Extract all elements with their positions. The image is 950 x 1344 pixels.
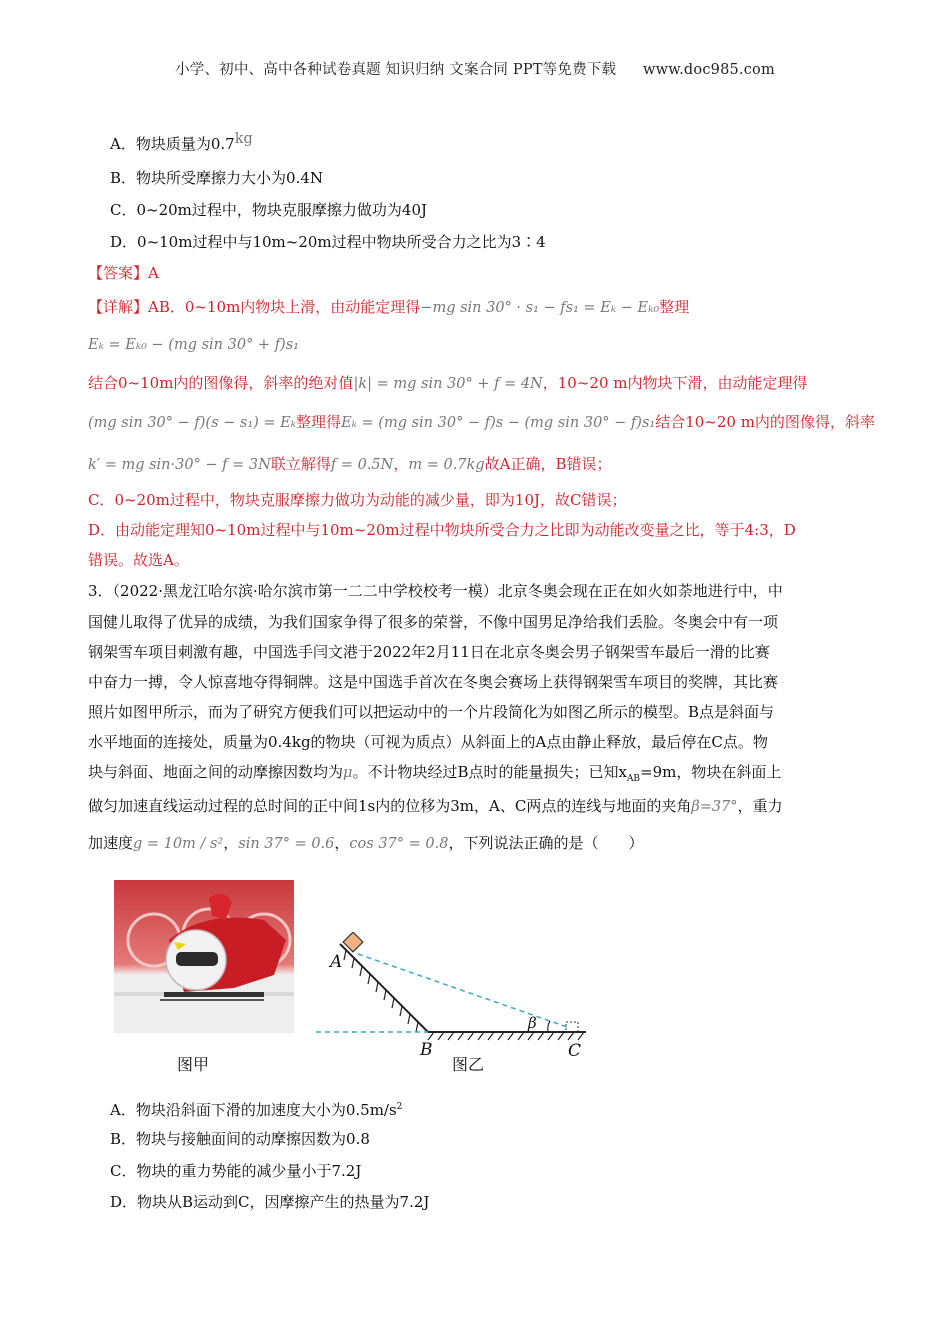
q3-line-2: 国健儿取得了优异的成绩，为我们国家争得了很多的荣誉，不像中国男足净给我们丢脸。冬奥会中有一项 [88,613,779,631]
q2-option-d: D．0~10m过程中与10m~20m过程中物块所受合力之比为3∶4 [110,233,546,251]
q2-option-b: B．物块所受摩擦力大小为0.4N [110,169,324,187]
q3-option-a: A．物块沿斜面下滑的加速度大小为$0.5m/s^2$ [110,1101,403,1119]
q3-option-c: C．物块的重力势能的减少量小于7.2J [110,1162,362,1180]
label-a: A [330,952,343,972]
q3-option-b: B．物块与接触面间的动摩擦因数为0.8 [110,1130,370,1148]
explain-line-2: Eₖ = Eₖ₀ − (mg sin 30° + f)s₁ [88,337,299,353]
answer-label: 【答案】 [88,264,149,282]
q3-line-1: 3．（2022·黑龙江哈尔滨·哈尔滨市第一二二中学校校考一模）北京冬奥会现在正在如火如荼地进行中，中 [88,582,783,600]
label-c: C [568,1041,582,1061]
explain-line-d1: D．由动能定理知0~10m过程中与10m~20m过程中物块所受合力之比即为动能改变量之比，等于4:3，D [88,521,796,539]
incline-diagram [310,932,600,1062]
q3-line-3: 钢架雪车项目刺激有趣，中国选手闫文港于2022年2月11日在北京冬奥会男子钢架雪车最后一滑的比赛 [88,643,770,661]
explain-line-d2: 错误。故选A。 [88,551,189,569]
explain-line-c: C．0~20m过程中，物块克服摩擦力做功为动能的减少量，即为10J，故C错误； [88,491,627,509]
q3-line-7: 块与斜面、地面之间的动摩擦因数均为μ。不计物块经过B点时的能量损失；已知$x_{AB}=9m$，物块在斜面上 [88,763,782,784]
q3-option-d: D．物块从B运动到C，因摩擦产生的热量为7.2J [110,1193,430,1211]
explain-line-3: 结合0~10m内的图像得，斜率的绝对值|k| = mg sin 30° + f = 4N，10~20 m内物块下滑，由动能定理得 [88,374,808,392]
explain-line-4: (mg sin 30° − f)(s − s₁) = Eₖ整理得Eₖ = (mg sin 30° − f)s − (mg sin 30° − f)s₁结合10~20 m内的图像得，斜率 [88,413,875,431]
skeleton-athlete-photo [114,880,294,1033]
q3-line-9: 加速度g = 10m / s²，sin 37° = 0.6，cos 37° = 0.8，下列说法正确的是（ ） [88,834,644,852]
label-b: B [420,1040,433,1060]
page-header [0,58,950,79]
header-text: 小学、初中、高中各种试卷真题 知识归纳 文案合同 PPT等免费下载 [175,62,617,78]
caption-figure-a: 图甲 [177,1055,210,1074]
q2-option-c: C．0~20m过程中，物块克服摩擦力做功为40J [110,201,428,219]
caption-figure-b: 图乙 [452,1055,485,1074]
explain-label: 【详解】 [88,298,149,316]
q3-line-8: 做匀加速直线运动过程的总时间的正中间1s内的位移为3m，A、C两点的连线与地面的夹角β=37°，重力 [88,797,783,815]
answer-value: A [148,264,159,282]
q3-line-4: 中奋力一搏，令人惊喜地夺得铜牌。这是中国选手首次在冬奥会赛场上获得钢架雪车项目的奖牌，其比赛 [88,673,779,691]
q3-line-6: 水平地面的连接处，质量为0.4kg的物块（可视为质点）从斜面上的A点由静止释放，最后停在C点。物 [88,733,768,751]
answer-line [88,262,159,284]
header-url[interactable]: www.doc985.com [642,62,775,78]
explain-line-5: k′ = mg sin·30° − f = 3N联立解得f = 0.5N，m = 0.7kg故A正确，B错误； [88,455,612,473]
q3-line-5: 照片如图甲所示，而为了研究方便我们可以把运动中的一个片段简化为如图乙所示的模型。B点是斜面与 [88,703,775,721]
explain-line-1: 【详解】AB．0~10m内物块上滑，由动能定理得−mg sin 30° · s₁ − fs₁ = Eₖ − Eₖ₀整理 [88,298,690,316]
label-beta: β [528,1014,537,1032]
q2-option-a: A．物块质量为0.7kg [110,131,253,153]
